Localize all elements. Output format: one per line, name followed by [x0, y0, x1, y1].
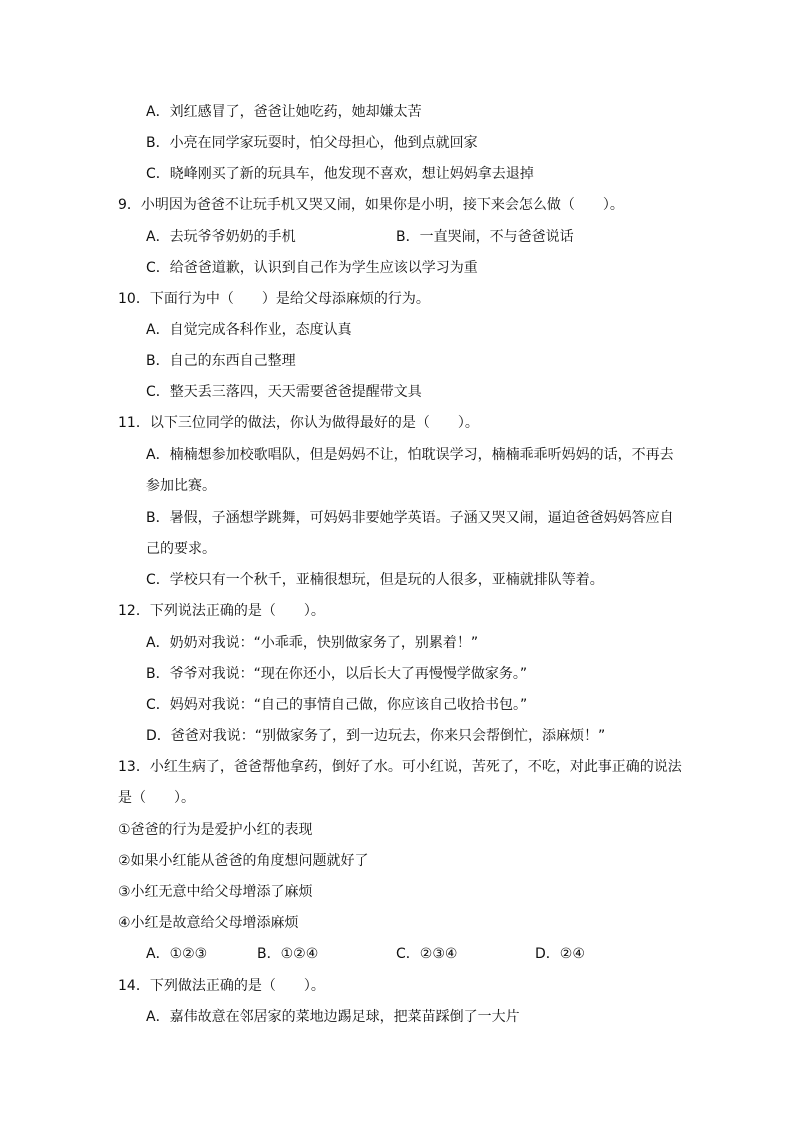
q11-option-a-line1: A．楠楠想参加校歌唱队，但是妈妈不让，怕耽误学习，楠楠乖乖听妈妈的话，不再去 [146, 447, 674, 463]
q10-option-b: B．自己的东西自己整理 [146, 353, 296, 369]
q8-option-c: C．晓峰刚买了新的玩具车，他发现不喜欢，想让妈妈拿去退掉 [146, 166, 534, 182]
q13-option-d: D．②④ [535, 946, 585, 962]
q13-option-b: B．①②④ [257, 946, 319, 962]
q11-option-b-line2: 己的要求。 [146, 541, 216, 557]
q12-stem: 12．下列说法正确的是（ ）。 [118, 603, 325, 619]
q10-option-c: C．整天丢三落四，天天需要爸爸提醒带文具 [146, 384, 422, 400]
q9-option-a: A．去玩爷爷奶奶的手机 [146, 229, 296, 245]
q13-stem-line2: 是（ ）。 [118, 790, 195, 806]
q13-statement-2: ②如果小红能从爸爸的角度想问题就好了 [118, 853, 369, 869]
q14-stem: 14．下列做法正确的是（ ）。 [118, 978, 325, 994]
q11-option-c: C．学校只有一个秋千，亚楠很想玩，但是玩的人很多，亚楠就排队等着。 [146, 572, 604, 588]
q13-option-a: A．①②③ [146, 946, 208, 962]
q11-option-a-line2: 参加比赛。 [146, 478, 216, 494]
q9-option-c: C．给爸爸道歉，认识到自己作为学生应该以学习为重 [146, 260, 478, 276]
q8-option-b: B．小亮在同学家玩耍时，怕父母担心，他到点就回家 [146, 135, 478, 151]
q12-option-c: C．妈妈对我说：“自己的事情自己做，你应该自己收拾书包。” [146, 697, 528, 713]
q12-option-a: A．奶奶对我说：“小乖乖，快别做家务了，别累着！” [146, 635, 479, 651]
q11-stem: 11．以下三位同学的做法，你认为做得最好的是（ ）。 [118, 415, 479, 431]
q13-option-c: C．②③④ [396, 946, 458, 962]
q12-option-d: D．爸爸对我说：“别做家务了，到一边玩去，你来只会帮倒忙，添麻烦！” [146, 728, 606, 744]
q12-option-b: B．爷爷对我说：“现在你还小，以后长大了再慢慢学做家务。” [146, 666, 528, 682]
q10-option-a: A．自觉完成各科作业，态度认真 [146, 322, 352, 338]
q13-statement-1: ①爸爸的行为是爱护小红的表现 [118, 822, 313, 838]
q13-stem-line1: 13．小红生病了，爸爸帮他拿药，倒好了水。可小红说，苦死了，不吃，对此事正确的说法 [118, 759, 682, 775]
q13-statement-3: ③小红无意中给父母增添了麻烦 [118, 884, 313, 900]
q9-option-b: B．一直哭闹，不与爸爸说话 [396, 229, 574, 245]
q9-stem: 9．小明因为爸爸不让玩手机又哭又闹，如果你是小明，接下来会怎么做（ ）。 [118, 197, 624, 213]
q8-option-a: A．刘红感冒了，爸爸让她吃药，她却嫌太苦 [146, 104, 422, 120]
q14-option-a: A．嘉伟故意在邻居家的菜地边踢足球，把菜苗踩倒了一大片 [146, 1009, 520, 1025]
q11-option-b-line1: B．暑假，子涵想学跳舞，可妈妈非要她学英语。子涵又哭又闹，逼迫爸爸妈妈答应自 [146, 510, 674, 526]
q10-stem: 10．下面行为中（ ）是给父母添麻烦的行为。 [118, 291, 430, 307]
q13-statement-4: ④小红是故意给父母增添麻烦 [118, 915, 299, 931]
